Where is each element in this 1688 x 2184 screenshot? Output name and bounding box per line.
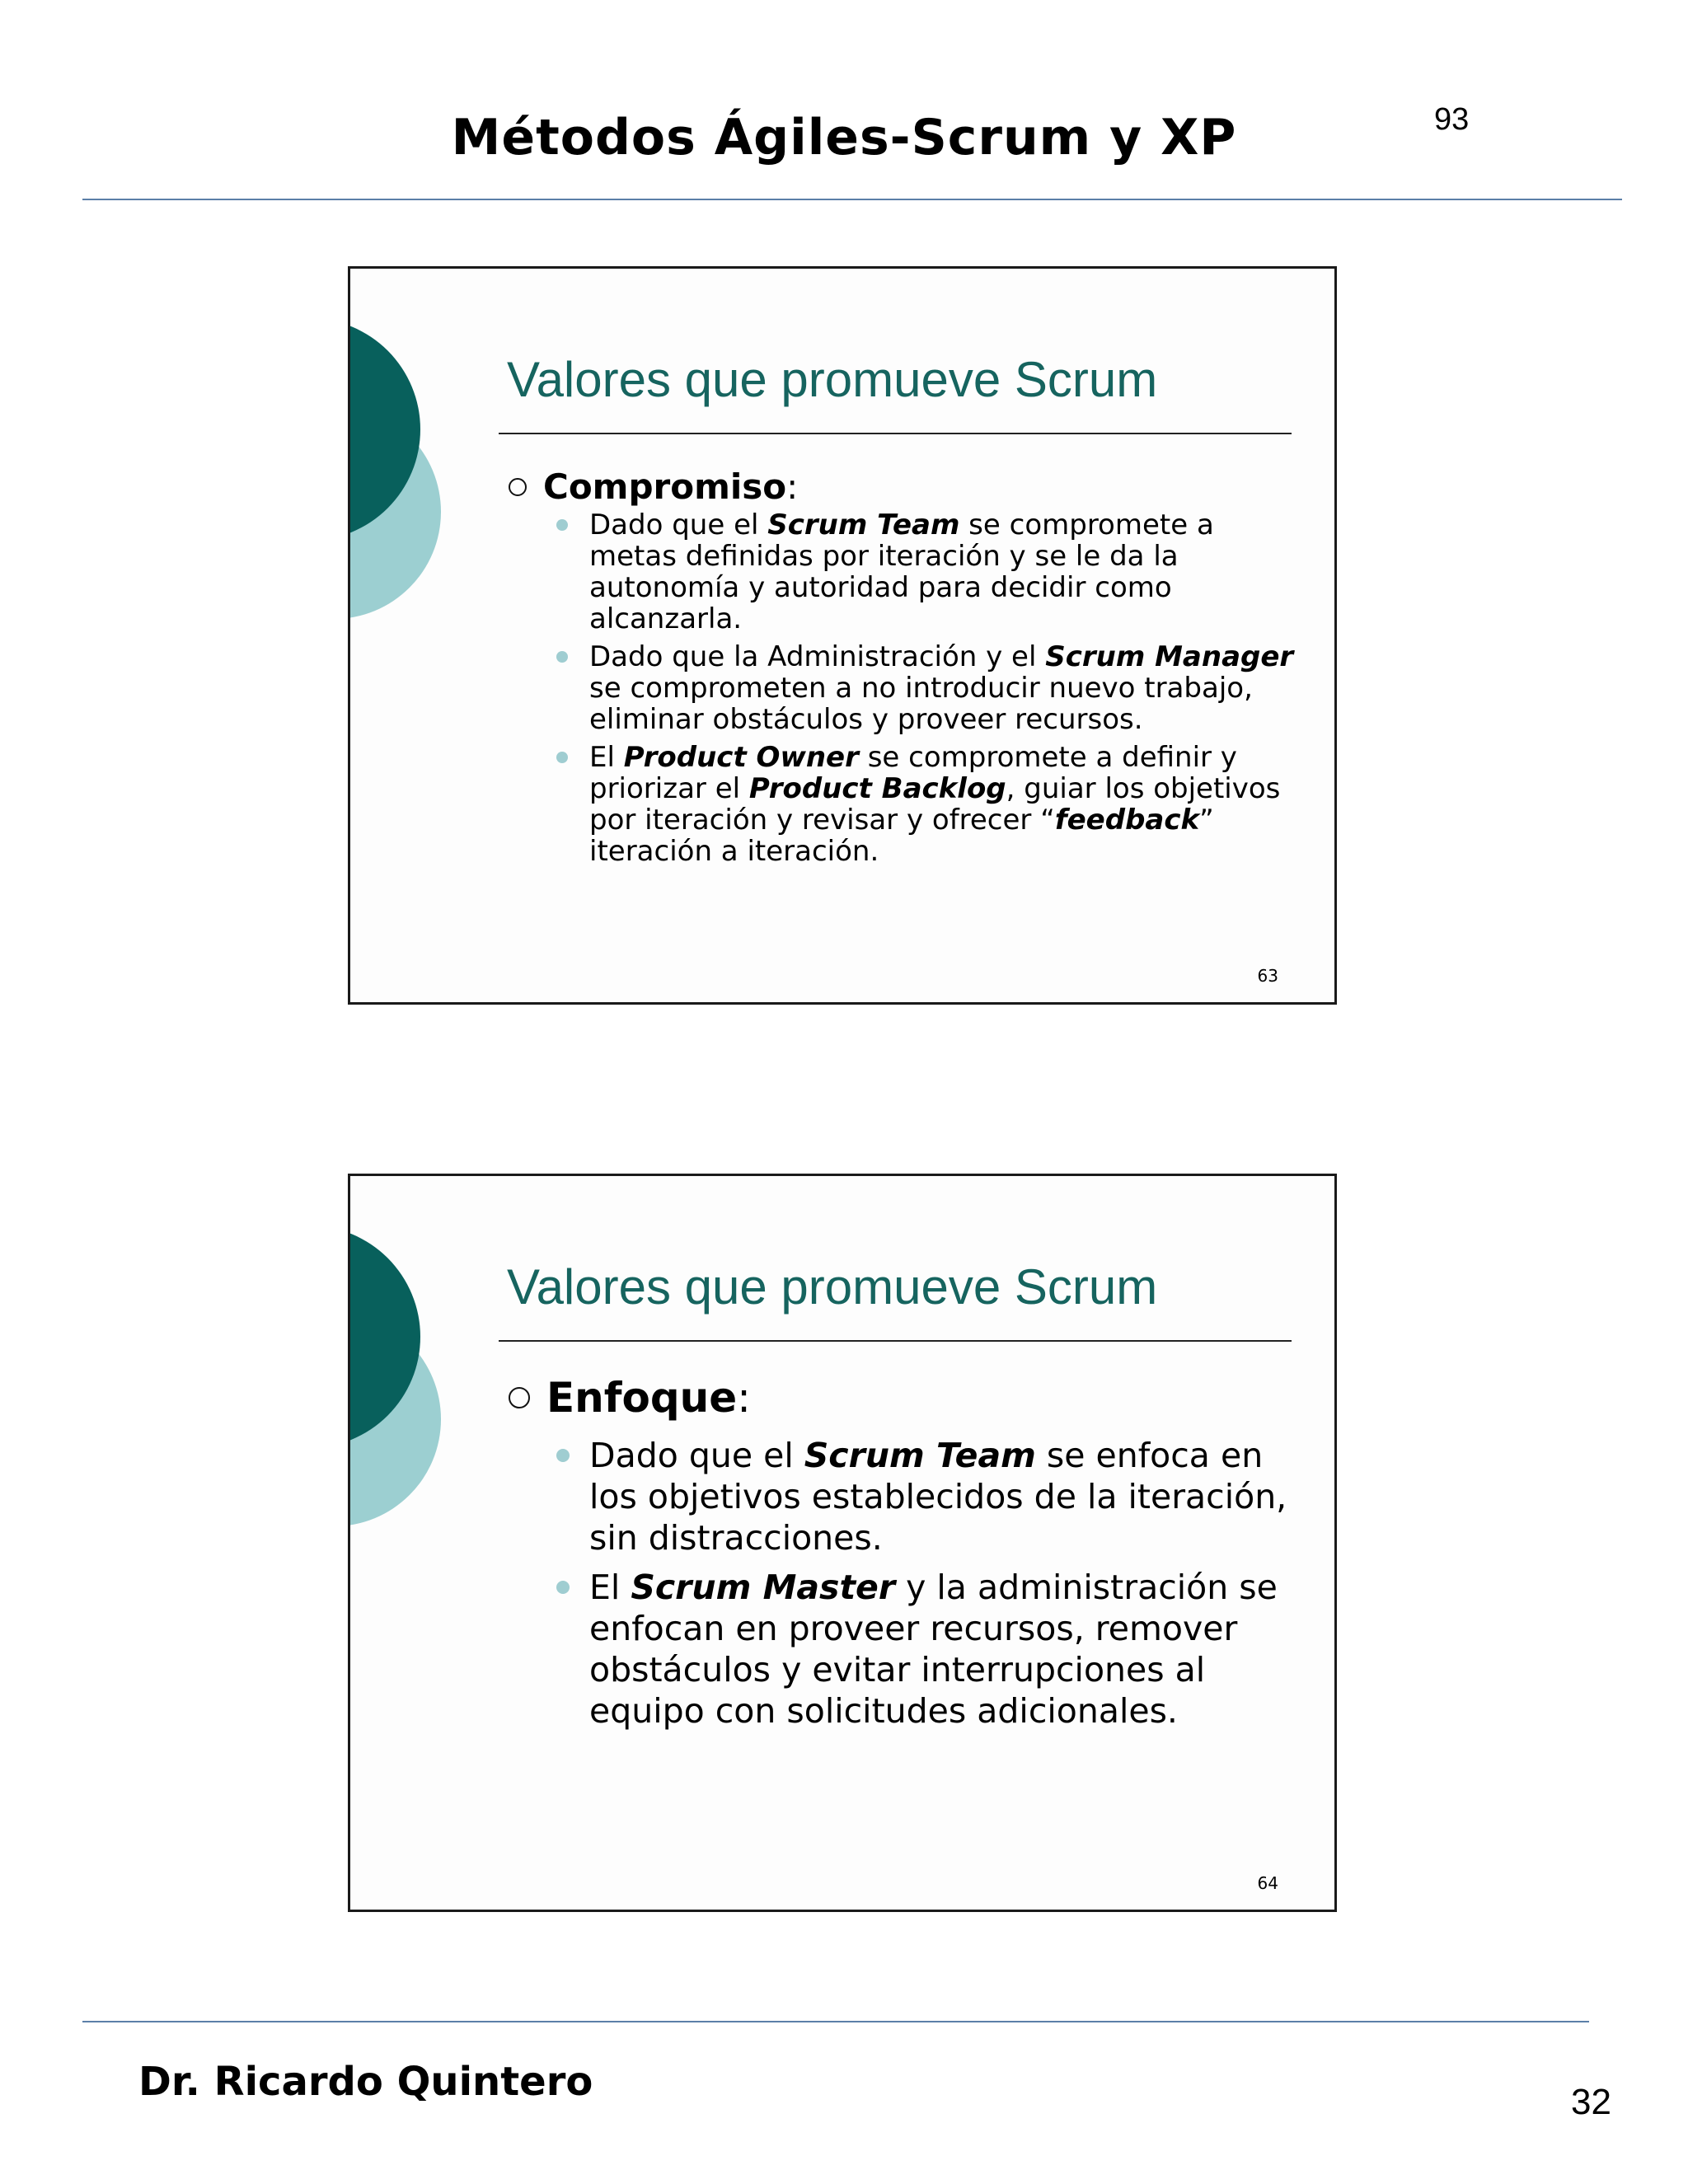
slide-title-divider bbox=[499, 1340, 1292, 1342]
bullet-text: y la administración se enfocan en proveer recursos, remover obstáculos y evitar interrupciones al equipo con solicitudes adicionales. bbox=[589, 1568, 1278, 1731]
slide-title: Valores que promueve Scrum bbox=[507, 352, 1158, 407]
list-item bbox=[556, 509, 1298, 635]
bullet-dot-icon bbox=[556, 651, 568, 663]
footer-divider bbox=[82, 2021, 1589, 2022]
list-item bbox=[556, 1435, 1298, 1558]
bullet-text: El bbox=[589, 1568, 631, 1607]
bullet-text: , guiar los objetivos por iteración y revisar y ofrecer “ bbox=[589, 772, 1281, 837]
header-divider bbox=[82, 199, 1622, 200]
slide-title: Valores que promueve Scrum bbox=[507, 1259, 1158, 1315]
hollow-bullet-icon bbox=[509, 478, 527, 496]
list-item bbox=[556, 742, 1298, 867]
bullet-dot-icon bbox=[556, 519, 568, 531]
bullet-text: Dado que el bbox=[589, 1436, 804, 1475]
list-item bbox=[556, 641, 1298, 735]
heading-text: Enfoque bbox=[546, 1374, 738, 1422]
page-title: Métodos Ágiles-Scrum y XP bbox=[451, 109, 1237, 166]
slide-number: 64 bbox=[1257, 1873, 1278, 1893]
bullet-list bbox=[556, 509, 1298, 874]
bullet-dot-icon bbox=[556, 1449, 570, 1462]
list-item bbox=[556, 1567, 1298, 1732]
bullet-emphasis: Scrum Master bbox=[631, 1568, 896, 1607]
slide-number: 63 bbox=[1257, 966, 1278, 986]
hollow-bullet-icon bbox=[509, 1387, 530, 1408]
bullet-dot-icon bbox=[556, 752, 568, 763]
bullet-emphasis: Product Owner bbox=[623, 741, 859, 774]
page-number-bottom: 32 bbox=[1571, 2082, 1611, 2122]
bullet-emphasis: feedback bbox=[1054, 804, 1200, 837]
bullet-list bbox=[556, 1435, 1298, 1740]
bullet-text: se comprometen a no introducir nuevo trabajo, eliminar obstáculos y proveer recursos. bbox=[589, 672, 1253, 736]
bullet-text: Dado que la Administración y el bbox=[589, 640, 1046, 673]
slide-64 bbox=[348, 1174, 1337, 1912]
bullet-text: ” iteración a iteración. bbox=[589, 804, 1214, 868]
bullet-emphasis: Scrum Team bbox=[804, 1436, 1036, 1475]
value-heading bbox=[509, 1374, 751, 1422]
bullet-text: El bbox=[589, 741, 624, 774]
value-heading bbox=[509, 466, 798, 507]
slide-title-divider bbox=[499, 433, 1292, 434]
decorative-circles bbox=[350, 1176, 482, 1671]
bullet-dot-icon bbox=[556, 1581, 570, 1594]
bullet-emphasis: Product Backlog bbox=[748, 772, 1006, 805]
bullet-text: se compromete a metas definidas por iteración y se le da la autonomía y autoridad para decidir como alcanzarla. bbox=[589, 509, 1214, 635]
decorative-circles bbox=[350, 269, 482, 763]
page-number-top: 93 bbox=[1434, 102, 1470, 137]
heading-colon: : bbox=[786, 466, 799, 507]
bullet-emphasis: Scrum Manager bbox=[1045, 640, 1294, 673]
heading-text: Compromiso bbox=[543, 466, 787, 507]
bullet-text: Dado que el bbox=[589, 509, 768, 541]
bullet-emphasis: Scrum Team bbox=[767, 509, 960, 541]
bullet-text: se enfoca en los objetivos establecidos de la iteración, sin distracciones. bbox=[589, 1436, 1287, 1558]
slide-63 bbox=[348, 266, 1337, 1005]
author-name: Dr. Ricardo Quintero bbox=[138, 2059, 593, 2105]
bullet-text: se compromete a definir y priorizar el bbox=[589, 741, 1237, 805]
heading-colon: : bbox=[737, 1374, 752, 1422]
